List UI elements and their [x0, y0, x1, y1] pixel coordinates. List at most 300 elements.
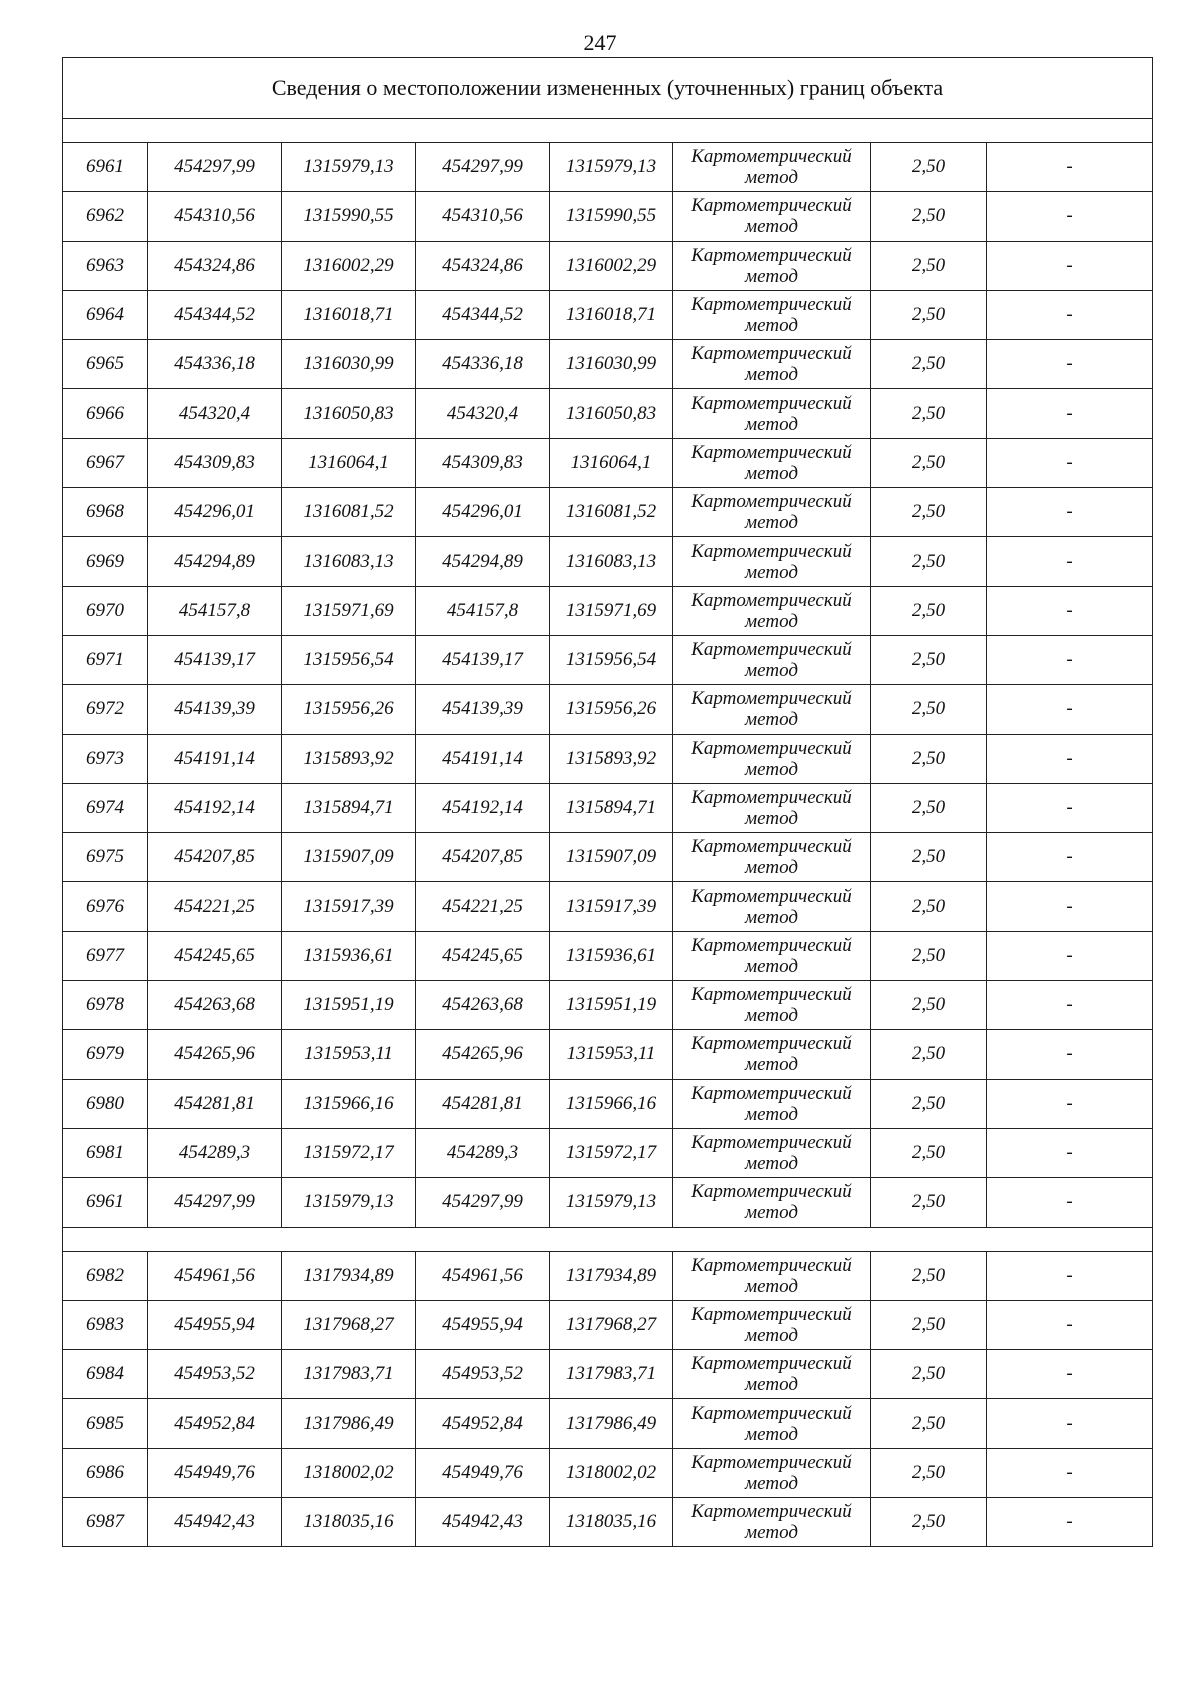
section-separator-row [63, 1227, 1153, 1251]
section-separator [63, 1227, 1153, 1251]
accuracy-cell: 2,50 [871, 488, 987, 537]
description-cell: - [987, 1128, 1153, 1177]
method-line-1: Картометрический [691, 737, 852, 759]
table-row [63, 586, 1153, 635]
x-coordinate-new-cell: 454265,96 [416, 1030, 550, 1079]
y-coordinate-new-cell: 1316081,52 [550, 488, 673, 537]
table-row [63, 981, 1153, 1030]
description-cell: - [987, 1399, 1153, 1448]
description-cell: - [987, 931, 1153, 980]
y-coordinate-new-cell: 1317968,27 [550, 1300, 673, 1349]
y-coordinate-new-cell: 1315917,39 [550, 882, 673, 931]
accuracy-cell: 2,50 [871, 882, 987, 931]
table-row [63, 488, 1153, 537]
table-row [63, 1448, 1153, 1497]
x-coordinate-new-cell: 454297,99 [416, 1178, 550, 1227]
section-separator-row [63, 119, 1153, 143]
method-cell [673, 833, 871, 882]
y-coordinate-old-cell: 1316083,13 [282, 537, 416, 586]
page-number: 247 [583, 30, 617, 55]
accuracy-cell: 2,50 [871, 1300, 987, 1349]
y-coordinate-old-cell: 1316018,71 [282, 290, 416, 339]
x-coordinate-new-cell: 454324,86 [416, 241, 550, 290]
point-number-cell: 6965 [63, 340, 148, 389]
y-coordinate-new-cell: 1315956,26 [550, 685, 673, 734]
point-number-cell: 6966 [63, 389, 148, 438]
y-coordinate-new-cell: 1315966,16 [550, 1079, 673, 1128]
method-line-2: метод [745, 364, 798, 386]
point-number-cell: 6982 [63, 1251, 148, 1300]
method-line-2: метод [745, 1522, 798, 1544]
x-coordinate-old-cell: 454324,86 [148, 241, 282, 290]
method-cell [673, 635, 871, 684]
x-coordinate-old-cell: 454281,81 [148, 1079, 282, 1128]
description-cell: - [987, 1178, 1153, 1227]
x-coordinate-old-cell: 454192,14 [148, 783, 282, 832]
method-line-1: Картометрический [691, 1181, 852, 1203]
x-coordinate-new-cell: 454192,14 [416, 783, 550, 832]
description-cell: - [987, 192, 1153, 241]
method-line-2: метод [745, 1275, 798, 1297]
method-line-2: метод [745, 167, 798, 189]
y-coordinate-new-cell: 1318002,02 [550, 1448, 673, 1497]
method-cell [673, 1300, 871, 1349]
accuracy-cell: 2,50 [871, 1079, 987, 1128]
y-coordinate-old-cell: 1315917,39 [282, 882, 416, 931]
point-number-cell: 6985 [63, 1399, 148, 1448]
description-cell: - [987, 389, 1153, 438]
accuracy-cell: 2,50 [871, 635, 987, 684]
point-number-cell: 6961 [63, 1178, 148, 1227]
x-coordinate-old-cell: 454955,94 [148, 1300, 282, 1349]
x-coordinate-new-cell: 454281,81 [416, 1079, 550, 1128]
point-number-cell: 6980 [63, 1079, 148, 1128]
method-line-2: метод [745, 758, 798, 780]
y-coordinate-old-cell: 1317986,49 [282, 1399, 416, 1448]
method-cell [673, 389, 871, 438]
method-line-2: метод [745, 561, 798, 583]
description-cell: - [987, 143, 1153, 192]
table-row [63, 537, 1153, 586]
y-coordinate-old-cell: 1316050,83 [282, 389, 416, 438]
y-coordinate-old-cell: 1315956,54 [282, 635, 416, 684]
method-line-2: метод [745, 1374, 798, 1396]
y-coordinate-old-cell: 1316002,29 [282, 241, 416, 290]
accuracy-cell: 2,50 [871, 192, 987, 241]
accuracy-cell: 2,50 [871, 1350, 987, 1399]
x-coordinate-new-cell: 454955,94 [416, 1300, 550, 1349]
method-line-1: Картометрический [691, 1353, 852, 1375]
accuracy-cell: 2,50 [871, 931, 987, 980]
x-coordinate-old-cell: 454961,56 [148, 1251, 282, 1300]
y-coordinate-new-cell: 1316083,13 [550, 537, 673, 586]
point-number-cell: 6986 [63, 1448, 148, 1497]
description-cell: - [987, 635, 1153, 684]
description-cell: - [987, 1448, 1153, 1497]
method-cell [673, 1448, 871, 1497]
x-coordinate-new-cell: 454297,99 [416, 143, 550, 192]
method-line-1: Картометрический [691, 392, 852, 414]
table-row [63, 783, 1153, 832]
method-cell [673, 1178, 871, 1227]
y-coordinate-old-cell: 1318002,02 [282, 1448, 416, 1497]
description-cell: - [987, 783, 1153, 832]
y-coordinate-new-cell: 1315893,92 [550, 734, 673, 783]
method-line-1: Картометрический [691, 639, 852, 661]
accuracy-cell: 2,50 [871, 1128, 987, 1177]
y-coordinate-new-cell: 1317934,89 [550, 1251, 673, 1300]
x-coordinate-new-cell: 454336,18 [416, 340, 550, 389]
table-row [63, 340, 1153, 389]
method-cell [673, 1251, 871, 1300]
table-row [63, 1300, 1153, 1349]
y-coordinate-new-cell: 1315990,55 [550, 192, 673, 241]
method-line-1: Картометрический [691, 146, 852, 168]
method-line-2: метод [745, 512, 798, 534]
description-cell: - [987, 734, 1153, 783]
method-cell [673, 586, 871, 635]
point-number-cell: 6984 [63, 1350, 148, 1399]
accuracy-cell: 2,50 [871, 685, 987, 734]
method-line-1: Картометрический [691, 1501, 852, 1523]
method-line-2: метод [745, 265, 798, 287]
method-line-1: Картометрический [691, 441, 852, 463]
method-line-1: Картометрический [691, 540, 852, 562]
method-line-1: Картометрический [691, 195, 852, 217]
method-cell [673, 192, 871, 241]
point-number-cell: 6976 [63, 882, 148, 931]
point-number-cell: 6979 [63, 1030, 148, 1079]
table-row [63, 882, 1153, 931]
method-cell [673, 537, 871, 586]
method-line-1: Картометрический [691, 1082, 852, 1104]
x-coordinate-old-cell: 454297,99 [148, 143, 282, 192]
x-coordinate-old-cell: 454207,85 [148, 833, 282, 882]
description-cell: - [987, 882, 1153, 931]
x-coordinate-new-cell: 454263,68 [416, 981, 550, 1030]
method-line-2: метод [745, 1103, 798, 1125]
method-line-1: Картометрический [691, 1132, 852, 1154]
accuracy-cell: 2,50 [871, 1448, 987, 1497]
y-coordinate-new-cell: 1315971,69 [550, 586, 673, 635]
table-row [63, 833, 1153, 882]
description-cell: - [987, 586, 1153, 635]
y-coordinate-new-cell: 1315936,61 [550, 931, 673, 980]
method-line-2: метод [745, 709, 798, 731]
point-number-cell: 6962 [63, 192, 148, 241]
description-cell: - [987, 1350, 1153, 1399]
y-coordinate-new-cell: 1315953,11 [550, 1030, 673, 1079]
table-row [63, 1399, 1153, 1448]
y-coordinate-new-cell: 1316050,83 [550, 389, 673, 438]
method-line-2: метод [745, 1472, 798, 1494]
accuracy-cell: 2,50 [871, 981, 987, 1030]
accuracy-cell: 2,50 [871, 1498, 987, 1547]
section-separator [63, 119, 1153, 143]
method-cell [673, 882, 871, 931]
x-coordinate-old-cell: 454294,89 [148, 537, 282, 586]
accuracy-cell: 2,50 [871, 1030, 987, 1079]
y-coordinate-old-cell: 1315990,55 [282, 192, 416, 241]
method-line-1: Картометрический [691, 1254, 852, 1276]
method-cell [673, 1399, 871, 1448]
method-line-2: метод [745, 216, 798, 238]
accuracy-cell: 2,50 [871, 1178, 987, 1227]
method-cell [673, 290, 871, 339]
method-line-2: метод [745, 610, 798, 632]
x-coordinate-new-cell: 454942,43 [416, 1498, 550, 1547]
method-line-1: Картометрический [691, 343, 852, 365]
description-cell: - [987, 1030, 1153, 1079]
y-coordinate-new-cell: 1317986,49 [550, 1399, 673, 1448]
x-coordinate-old-cell: 454310,56 [148, 192, 282, 241]
method-line-2: метод [745, 1202, 798, 1224]
y-coordinate-new-cell: 1316018,71 [550, 290, 673, 339]
table-row [63, 1079, 1153, 1128]
x-coordinate-old-cell: 454297,99 [148, 1178, 282, 1227]
table-title: Сведения о местоположении измененных (уточненных) границ объекта [63, 58, 1153, 119]
point-number-cell: 6977 [63, 931, 148, 980]
y-coordinate-new-cell: 1316030,99 [550, 340, 673, 389]
accuracy-cell: 2,50 [871, 143, 987, 192]
y-coordinate-new-cell: 1315907,09 [550, 833, 673, 882]
table-row [63, 241, 1153, 290]
boundary-coordinates-table [62, 57, 1153, 1547]
method-line-1: Картометрический [691, 491, 852, 513]
y-coordinate-old-cell: 1317934,89 [282, 1251, 416, 1300]
method-cell [673, 488, 871, 537]
x-coordinate-new-cell: 454157,8 [416, 586, 550, 635]
method-line-2: метод [745, 1153, 798, 1175]
accuracy-cell: 2,50 [871, 537, 987, 586]
method-line-1: Картометрический [691, 934, 852, 956]
method-line-1: Картометрический [691, 589, 852, 611]
x-coordinate-new-cell: 454207,85 [416, 833, 550, 882]
method-line-2: метод [745, 1324, 798, 1346]
y-coordinate-old-cell: 1317983,71 [282, 1350, 416, 1399]
x-coordinate-new-cell: 454191,14 [416, 734, 550, 783]
y-coordinate-old-cell: 1315971,69 [282, 586, 416, 635]
point-number-cell: 6983 [63, 1300, 148, 1349]
x-coordinate-old-cell: 454309,83 [148, 438, 282, 487]
x-coordinate-new-cell: 454245,65 [416, 931, 550, 980]
description-cell: - [987, 1498, 1153, 1547]
description-cell: - [987, 833, 1153, 882]
method-cell [673, 783, 871, 832]
x-coordinate-old-cell: 454139,39 [148, 685, 282, 734]
x-coordinate-old-cell: 454221,25 [148, 882, 282, 931]
description-cell: - [987, 685, 1153, 734]
y-coordinate-old-cell: 1315979,13 [282, 143, 416, 192]
y-coordinate-new-cell: 1316002,29 [550, 241, 673, 290]
x-coordinate-old-cell: 454953,52 [148, 1350, 282, 1399]
method-line-1: Картометрический [691, 836, 852, 858]
point-number-cell: 6967 [63, 438, 148, 487]
y-coordinate-old-cell: 1316030,99 [282, 340, 416, 389]
method-line-2: метод [745, 315, 798, 337]
method-line-2: метод [745, 1005, 798, 1027]
point-number-cell: 6971 [63, 635, 148, 684]
x-coordinate-old-cell: 454191,14 [148, 734, 282, 783]
description-cell: - [987, 340, 1153, 389]
y-coordinate-old-cell: 1315894,71 [282, 783, 416, 832]
method-line-2: метод [745, 955, 798, 977]
y-coordinate-new-cell: 1315894,71 [550, 783, 673, 832]
point-number-cell: 6969 [63, 537, 148, 586]
description-cell: - [987, 1079, 1153, 1128]
accuracy-cell: 2,50 [871, 833, 987, 882]
method-cell [673, 734, 871, 783]
x-coordinate-old-cell: 454336,18 [148, 340, 282, 389]
y-coordinate-old-cell: 1316064,1 [282, 438, 416, 487]
method-cell [673, 1128, 871, 1177]
x-coordinate-new-cell: 454949,76 [416, 1448, 550, 1497]
y-coordinate-old-cell: 1315951,19 [282, 981, 416, 1030]
y-coordinate-new-cell: 1315956,54 [550, 635, 673, 684]
y-coordinate-new-cell: 1315972,17 [550, 1128, 673, 1177]
point-number-cell: 6974 [63, 783, 148, 832]
x-coordinate-old-cell: 454942,43 [148, 1498, 282, 1547]
accuracy-cell: 2,50 [871, 389, 987, 438]
accuracy-cell: 2,50 [871, 1251, 987, 1300]
x-coordinate-new-cell: 454309,83 [416, 438, 550, 487]
x-coordinate-old-cell: 454296,01 [148, 488, 282, 537]
method-line-1: Картометрический [691, 294, 852, 316]
method-cell [673, 1030, 871, 1079]
method-cell [673, 931, 871, 980]
accuracy-cell: 2,50 [871, 783, 987, 832]
accuracy-cell: 2,50 [871, 290, 987, 339]
method-line-1: Картометрический [691, 787, 852, 808]
table-row [63, 1178, 1153, 1227]
method-line-1: Картометрический [691, 984, 852, 1006]
description-cell: - [987, 981, 1153, 1030]
x-coordinate-new-cell: 454139,17 [416, 635, 550, 684]
x-coordinate-old-cell: 454265,96 [148, 1030, 282, 1079]
method-line-1: Картометрический [691, 885, 852, 907]
description-cell: - [987, 537, 1153, 586]
point-number-cell: 6981 [63, 1128, 148, 1177]
table-row [63, 1128, 1153, 1177]
point-number-cell: 6963 [63, 241, 148, 290]
y-coordinate-old-cell: 1315956,26 [282, 685, 416, 734]
method-line-2: метод [745, 1054, 798, 1076]
table-row [63, 734, 1153, 783]
x-coordinate-old-cell: 454157,8 [148, 586, 282, 635]
accuracy-cell: 2,50 [871, 734, 987, 783]
description-cell: - [987, 488, 1153, 537]
method-line-2: метод [745, 906, 798, 928]
table-row [63, 438, 1153, 487]
point-number-cell: 6970 [63, 586, 148, 635]
x-coordinate-old-cell: 454139,17 [148, 635, 282, 684]
method-cell [673, 1498, 871, 1547]
table-row [63, 1251, 1153, 1300]
point-number-cell: 6978 [63, 981, 148, 1030]
accuracy-cell: 2,50 [871, 241, 987, 290]
method-cell [673, 438, 871, 487]
point-number-cell: 6987 [63, 1498, 148, 1547]
table-row [63, 290, 1153, 339]
table-row [63, 1498, 1153, 1547]
y-coordinate-old-cell: 1317968,27 [282, 1300, 416, 1349]
x-coordinate-old-cell: 454289,3 [148, 1128, 282, 1177]
method-line-1: Картометрический [691, 688, 852, 710]
y-coordinate-new-cell: 1315979,13 [550, 1178, 673, 1227]
method-cell [673, 1079, 871, 1128]
accuracy-cell: 2,50 [871, 438, 987, 487]
x-coordinate-new-cell: 454953,52 [416, 1350, 550, 1399]
table-row [63, 192, 1153, 241]
method-line-1: Картометрический [691, 1033, 852, 1055]
description-cell: - [987, 241, 1153, 290]
y-coordinate-old-cell: 1315972,17 [282, 1128, 416, 1177]
table-row [63, 1030, 1153, 1079]
x-coordinate-old-cell: 454263,68 [148, 981, 282, 1030]
y-coordinate-new-cell: 1317983,71 [550, 1350, 673, 1399]
x-coordinate-old-cell: 454344,52 [148, 290, 282, 339]
table-row [63, 143, 1153, 192]
x-coordinate-old-cell: 454245,65 [148, 931, 282, 980]
table-body [63, 58, 1153, 1547]
method-line-2: метод [745, 660, 798, 682]
y-coordinate-old-cell: 1315953,11 [282, 1030, 416, 1079]
y-coordinate-old-cell: 1315979,13 [282, 1178, 416, 1227]
x-coordinate-new-cell: 454320,4 [416, 389, 550, 438]
table-row [63, 389, 1153, 438]
y-coordinate-new-cell: 1316064,1 [550, 438, 673, 487]
point-number-cell: 6975 [63, 833, 148, 882]
table-row [63, 1350, 1153, 1399]
method-cell [673, 241, 871, 290]
method-cell [673, 685, 871, 734]
method-line-2: метод [745, 808, 798, 829]
x-coordinate-new-cell: 454344,52 [416, 290, 550, 339]
method-cell [673, 340, 871, 389]
description-cell: - [987, 1300, 1153, 1349]
x-coordinate-new-cell: 454952,84 [416, 1399, 550, 1448]
method-line-1: Картометрический [691, 244, 852, 266]
x-coordinate-new-cell: 454139,39 [416, 685, 550, 734]
description-cell: - [987, 290, 1153, 339]
method-cell [673, 143, 871, 192]
point-number-cell: 6964 [63, 290, 148, 339]
y-coordinate-new-cell: 1315979,13 [550, 143, 673, 192]
point-number-cell: 6968 [63, 488, 148, 537]
accuracy-cell: 2,50 [871, 1399, 987, 1448]
y-coordinate-new-cell: 1315951,19 [550, 981, 673, 1030]
y-coordinate-old-cell: 1318035,16 [282, 1498, 416, 1547]
method-line-1: Картометрический [691, 1402, 852, 1424]
y-coordinate-new-cell: 1318035,16 [550, 1498, 673, 1547]
method-cell [673, 1350, 871, 1399]
method-line-2: метод [745, 462, 798, 484]
table-title-row [63, 58, 1153, 119]
method-line-1: Картометрический [691, 1303, 852, 1325]
table-row [63, 685, 1153, 734]
y-coordinate-old-cell: 1315966,16 [282, 1079, 416, 1128]
y-coordinate-old-cell: 1316081,52 [282, 488, 416, 537]
method-line-1: Картометрический [691, 1451, 852, 1473]
description-cell: - [987, 1251, 1153, 1300]
x-coordinate-old-cell: 454320,4 [148, 389, 282, 438]
point-number-cell: 6973 [63, 734, 148, 783]
x-coordinate-new-cell: 454961,56 [416, 1251, 550, 1300]
x-coordinate-new-cell: 454221,25 [416, 882, 550, 931]
x-coordinate-old-cell: 454949,76 [148, 1448, 282, 1497]
x-coordinate-new-cell: 454296,01 [416, 488, 550, 537]
y-coordinate-old-cell: 1315907,09 [282, 833, 416, 882]
